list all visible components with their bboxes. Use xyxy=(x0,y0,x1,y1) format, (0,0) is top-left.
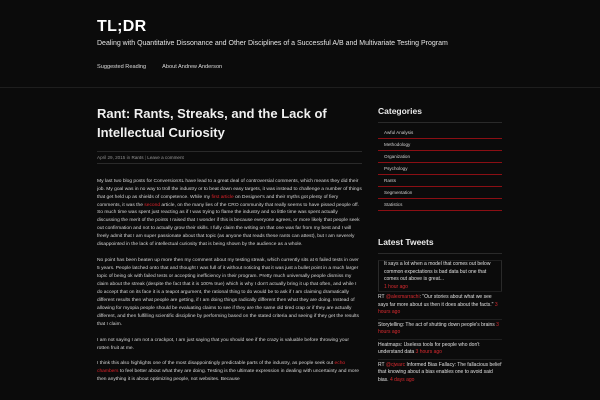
tweet-text: Heatmaps: Useless tools for people who don't understand data xyxy=(378,341,480,355)
leave-comment-link[interactable]: Leave a comment xyxy=(147,154,184,160)
tweet-text: Storytelling: The act of shutting down people's brains xyxy=(378,321,497,328)
tweet-item xyxy=(378,339,502,359)
tweet-item xyxy=(378,359,502,387)
paragraph-text: to feel better about what they are doing. Testing is the ultimate expression in dealing with uncertainty and more then anything it is about optimizing people, not websites. Because xyxy=(97,369,359,383)
post-body xyxy=(97,178,362,385)
site-description: Dealing with Quantitative Dissonance and Other Disciplines of a Successful A/B and Multivariate Testing Program xyxy=(97,40,448,47)
tweet-item xyxy=(378,319,502,339)
post-content-area xyxy=(97,100,362,400)
post-paragraph xyxy=(97,360,362,384)
site-header xyxy=(0,0,600,88)
second-article-link[interactable]: second xyxy=(144,202,161,208)
meta-separator: | xyxy=(144,154,146,160)
nav-about[interactable]: About Andrew Anderson xyxy=(162,64,223,70)
tweet-item xyxy=(378,260,502,291)
category-awful-analysis[interactable]: Awful Analysis xyxy=(378,127,502,139)
tweet-text: : "Our stories about what we see says far more about us then it does about the facts." xyxy=(378,294,495,308)
latest-tweets-title: Latest Tweets xyxy=(378,237,502,254)
post-paragraph xyxy=(97,178,362,249)
category-statistics[interactable]: Statistics xyxy=(378,199,502,211)
meta-in: in xyxy=(126,154,131,160)
tweet-time[interactable]: 1 hour ago xyxy=(384,283,408,290)
post-date: April 29, 2015 xyxy=(97,154,126,160)
tweet-list xyxy=(378,260,502,386)
tweet-text: Informed Bias Fallacy: The fallacious belief that knowing about a bias enables one to avoid said bias. xyxy=(378,361,502,383)
tweet-item xyxy=(378,291,502,319)
tweet-mention-link[interactable]: @cjwarc xyxy=(385,361,406,368)
post-paragraph: I am not saying I am not a crackpot, I am just saying that you should see if the crazy is valuable before throwing your rotten fruit at me. xyxy=(97,337,349,351)
categories-list xyxy=(378,127,502,211)
tweet-mention-link[interactable]: @alexmarrachi xyxy=(385,294,420,300)
first-article-link[interactable]: first article xyxy=(211,194,234,200)
tweet-time[interactable]: 3 hours ago xyxy=(415,349,442,355)
echo-chambers-link[interactable]: echo chambers xyxy=(97,361,346,375)
tweet-time[interactable]: 4 days ago xyxy=(389,376,415,383)
paragraph-text: I think this also highlights one of the most disappointingly predictable parts of the industry, as people seek out xyxy=(97,361,335,367)
category-segmentation[interactable]: Segmentation xyxy=(378,187,502,199)
category-organization[interactable]: Organization xyxy=(378,151,502,163)
paragraph-text: article, on the many lies of the CRO community that really seems to have pissed people off. So much time was spent just reacting as if I was trying to flame the industry and so little time was spent actually discussing the merit of the points I raised that I wonder if this is because everyone agrees, or more likely that people seek out confirmation and not to actually grow their skills. I fully claim the writing on that one was far from my best and I will freely admit that I am super passionate about that topic (as anyone that reads these rants can attest), but I am severely disappointed in the lack of intellectual curiosity that is being shown by the audience as a whole. xyxy=(97,202,360,248)
categories-title: Categories xyxy=(378,106,502,123)
category-methodology[interactable]: Methodology xyxy=(378,139,502,151)
main-nav xyxy=(97,64,238,70)
post-meta xyxy=(97,151,362,164)
sidebar xyxy=(378,100,502,400)
tweet-text: It says a lot when a model that comes out below common expectations is bad data but one that comes out above is great... xyxy=(384,261,491,282)
tweet-text: RT xyxy=(378,294,386,300)
paragraph-text: on Designer's and their myths got plenty of fiery comments, it was the xyxy=(97,194,339,208)
nav-suggested-reading[interactable]: Suggested Reading xyxy=(97,64,147,70)
paragraph-text: My last two blog posts for ConversionXL have lead to a great deal of controversial comments, which means they did their job. My goal was in no way to troll the industry or to beat down easy targets, it was instead to challenge a number of things that get held up as shields of competence. While my xyxy=(97,178,362,200)
post-category-link[interactable]: Rants xyxy=(131,154,144,160)
post-paragraph: No point has been beaten up more then my comment about my testing streak, which currently sits at 6 failed tests in over 5 years. People latched onto that and thought I was full of it without noticing that it was just a bullet point in a much larger topic of being ok with failed tests or accepting inefficiency in their program. Pretty much universally people dismiss my claim about the streak (despite the fact that it is 100% true) which is why I don't actually bring it up that often, and while I do accept that on its face it is a teapot argument, the rational thing to do would be to ask if I am claiming dramatically different results then what people are getting, if I am doing things radically different then what they are doing. Instead of allowing for myopia people should be evaluating claims to see if they are the same old tired crap or if they are actually different, and then fulfilling scientific discipline by performing based on the stated criteria and seeing if they get the results that I claim. xyxy=(97,258,359,327)
category-psychology[interactable]: Psychology xyxy=(378,163,502,175)
post-title[interactable]: Rant: Rants, Streaks, and the Lack of Intellectual Curiosity xyxy=(97,106,327,140)
tweet-time[interactable]: 3 hours ago xyxy=(378,301,498,315)
tweet-text: RT xyxy=(378,361,386,368)
site-title[interactable]: TL;DR xyxy=(97,18,147,35)
tweet-time[interactable]: 3 hours ago xyxy=(378,321,499,335)
category-rants[interactable]: Rants xyxy=(378,175,502,187)
